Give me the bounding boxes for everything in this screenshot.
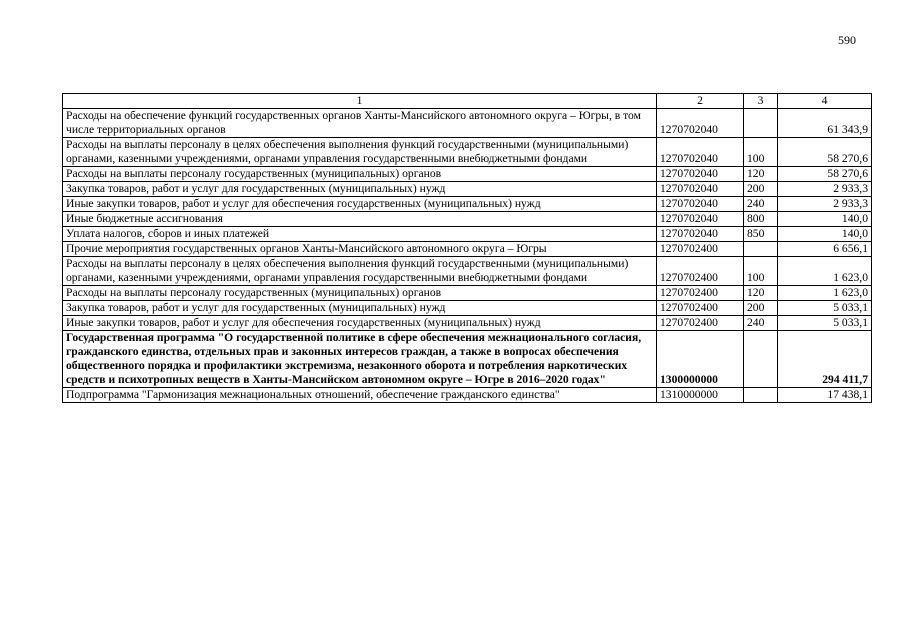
row-amount: 140,0 [778, 227, 872, 242]
row-type: 240 [744, 316, 778, 331]
row-name: Иные закупки товаров, работ и услуг для обеспечения государственных (муниципальных) нужд [63, 197, 657, 212]
table-row [63, 197, 872, 212]
budget-table [62, 93, 872, 403]
row-amount: 6 656,1 [778, 242, 872, 257]
row-name: Уплата налогов, сборов и иных платежей [63, 227, 657, 242]
column-header-name: 1 [63, 94, 657, 109]
row-amount: 58 270,6 [778, 138, 872, 167]
table-body [63, 109, 872, 403]
row-amount: 1 623,0 [778, 257, 872, 286]
row-name: Закупка товаров, работ и услуг для государственных (муниципальных) нужд [63, 182, 657, 197]
row-type: 100 [744, 138, 778, 167]
row-type [744, 331, 778, 388]
row-name: Расходы на выплаты персоналу в целях обеспечения выполнения функций государственными (муниципальными) органами, казенными учреждениями, органами управления государственными внебюджетными фондами [63, 138, 657, 167]
row-amount: 5 033,1 [778, 316, 872, 331]
row-type [744, 109, 778, 138]
row-amount: 5 033,1 [778, 301, 872, 316]
table-row [63, 286, 872, 301]
table-row [63, 182, 872, 197]
column-header-type: 3 [744, 94, 778, 109]
row-code: 1300000000 [657, 331, 744, 388]
row-name: Иные бюджетные ассигнования [63, 212, 657, 227]
row-code: 1270702400 [657, 257, 744, 286]
row-code: 1270702040 [657, 212, 744, 227]
table-row [63, 167, 872, 182]
row-code: 1270702400 [657, 286, 744, 301]
table-row [63, 212, 872, 227]
row-amount: 61 343,9 [778, 109, 872, 138]
row-type: 200 [744, 301, 778, 316]
row-code: 1270702040 [657, 197, 744, 212]
row-code: 1270702040 [657, 109, 744, 138]
table-row [63, 227, 872, 242]
row-code: 1270702040 [657, 227, 744, 242]
row-amount: 17 438,1 [778, 388, 872, 403]
row-type: 200 [744, 182, 778, 197]
row-name: Расходы на выплаты персоналу государственных (муниципальных) органов [63, 286, 657, 301]
row-code: 1270702040 [657, 182, 744, 197]
table-header-row [63, 94, 872, 109]
row-amount: 2 933,3 [778, 182, 872, 197]
row-amount: 2 933,3 [778, 197, 872, 212]
row-amount: 58 270,6 [778, 167, 872, 182]
row-name: Прочие мероприятия государственных органов Ханты-Мансийского автономного округа – Югры [63, 242, 657, 257]
row-code: 1270702400 [657, 301, 744, 316]
row-type: 240 [744, 197, 778, 212]
table-row [63, 138, 872, 167]
table-row [63, 109, 872, 138]
row-type: 100 [744, 257, 778, 286]
column-header-amount: 4 [778, 94, 872, 109]
column-header-code: 2 [657, 94, 744, 109]
row-type: 850 [744, 227, 778, 242]
row-name: Расходы на выплаты персоналу государственных (муниципальных) органов [63, 167, 657, 182]
row-amount: 140,0 [778, 212, 872, 227]
row-name: Расходы на выплаты персоналу в целях обеспечения выполнения функций государственными (муниципальными) органами, казенными учреждениями, органами управления государственными внебюджетными фондами [63, 257, 657, 286]
row-code: 1270702040 [657, 167, 744, 182]
row-type: 120 [744, 167, 778, 182]
row-amount: 1 623,0 [778, 286, 872, 301]
row-code: 1270702400 [657, 316, 744, 331]
row-type [744, 242, 778, 257]
row-name: Государственная программа "О государственной политике в сфере обеспечения межнационального согласия, гражданского единства, отдельных прав и законных интересов граждан, а также в вопросах обеспечения общественного порядка и профилактики экстремизма, незаконного оборота и потребления наркотических средств и психотропных веществ в Ханты-Мансийском автономном округе – Югре в 2016–2020 годах" [63, 331, 657, 388]
page-number: 590 [838, 33, 856, 47]
table-row [63, 388, 872, 403]
table-row [63, 242, 872, 257]
row-code: 1310000000 [657, 388, 744, 403]
row-name: Закупка товаров, работ и услуг для государственных (муниципальных) нужд [63, 301, 657, 316]
row-type: 120 [744, 286, 778, 301]
row-name: Иные закупки товаров, работ и услуг для обеспечения государственных (муниципальных) нужд [63, 316, 657, 331]
row-type: 800 [744, 212, 778, 227]
row-amount: 294 411,7 [778, 331, 872, 388]
row-type [744, 388, 778, 403]
row-code: 1270702400 [657, 242, 744, 257]
table-row [63, 257, 872, 286]
row-name: Расходы на обеспечение функций государственных органов Ханты-Мансийского автономного округа – Югры, в том числе территориальных органов [63, 109, 657, 138]
table-row [63, 316, 872, 331]
table-row-program [63, 331, 872, 388]
row-name: Подпрограмма "Гармонизация межнациональных отношений, обеспечение гражданского единства" [63, 388, 657, 403]
table-row [63, 301, 872, 316]
row-code: 1270702040 [657, 138, 744, 167]
